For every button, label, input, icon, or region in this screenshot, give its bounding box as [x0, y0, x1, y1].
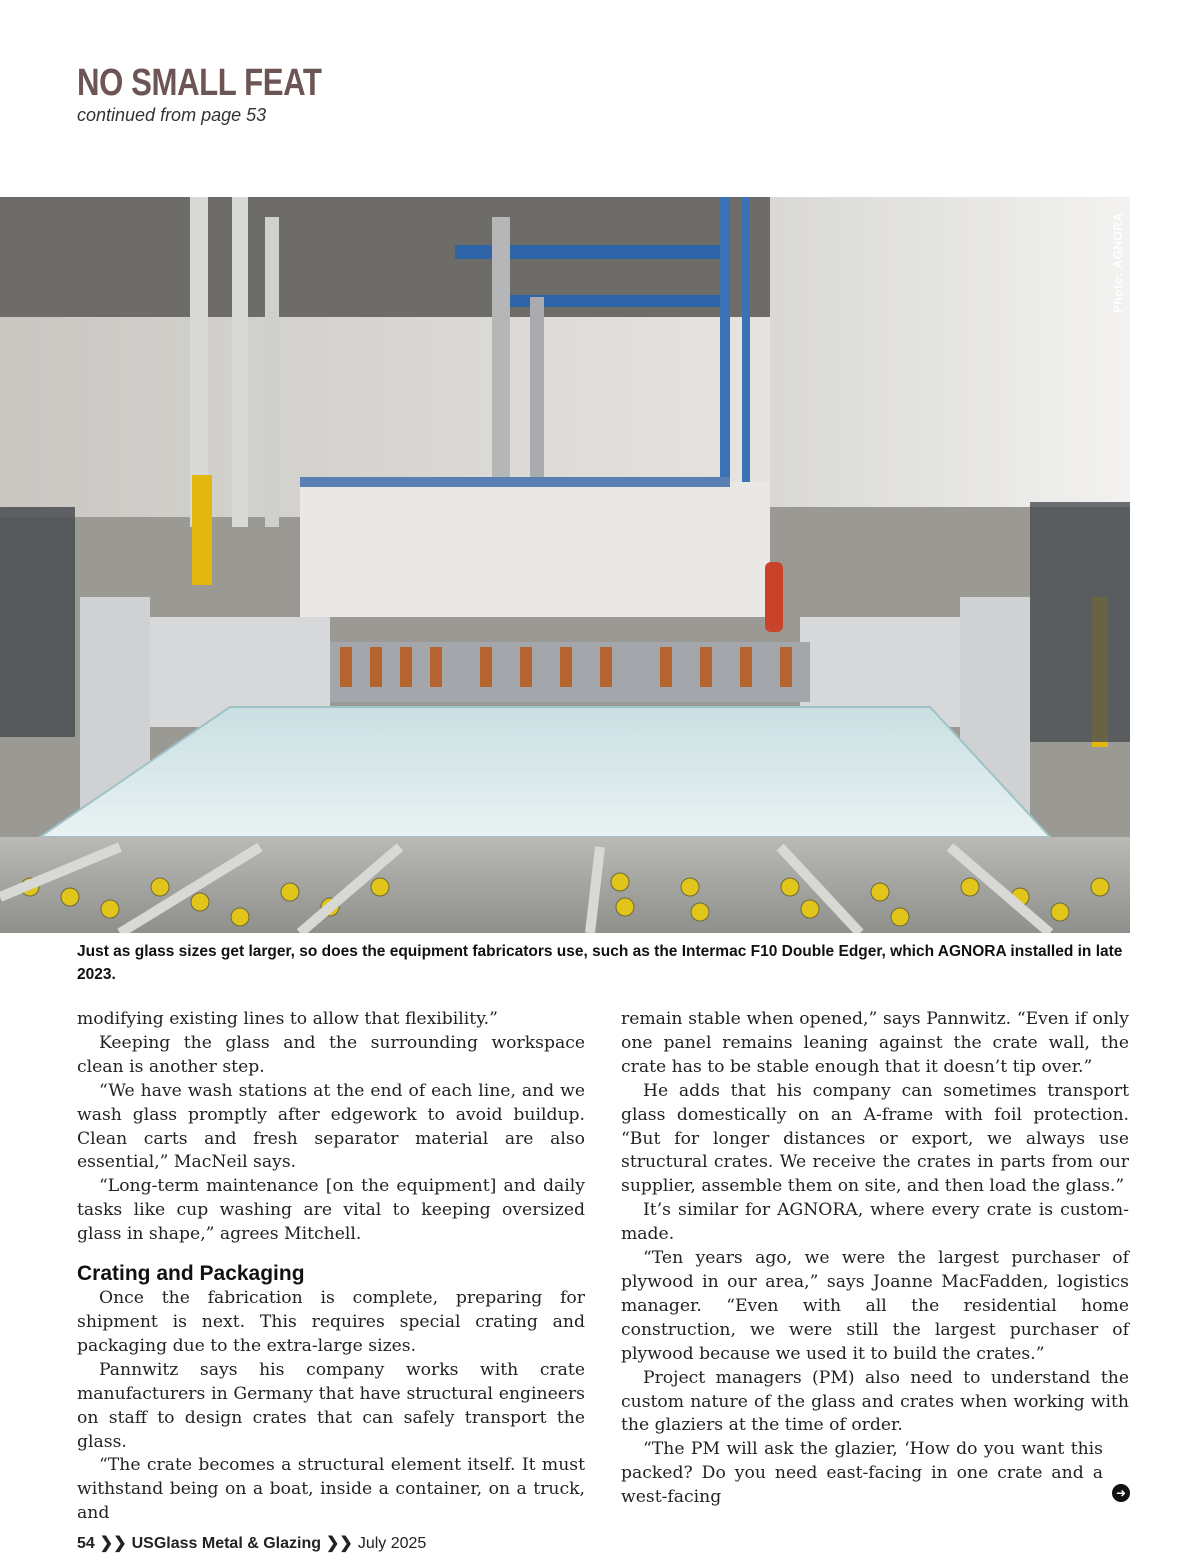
page-title: NO SMALL FEAT [77, 62, 322, 104]
photo-credit: Photo: AGNORA [1111, 212, 1125, 313]
paragraph: Project managers (PM) also need to understand the custom nature of the glass and crates when working with the glaziers at the time of order. [621, 1367, 1129, 1436]
paragraph: Keeping the glass and the surrounding workspace clean is another step. [77, 1032, 585, 1077]
page-number: 54 [77, 1535, 95, 1552]
paragraph: He adds that his company can sometimes transport glass domestically on an A-frame with foil protection. “But for longer distances or export, we always use structural crates. We receive the crates in parts from our supplier, assemble them on site, and then load the glass.” [621, 1080, 1129, 1197]
paragraph: It’s similar for AGNORA, where every crate is custom-made. [621, 1200, 1129, 1245]
paragraph: remain stable when opened,” says Pannwitz. “Even if only one panel remains leaning against the crate wall, the crate has to be stable enough that it doesn’t tip over.” [621, 1009, 1129, 1077]
publication-name: USGlass Metal & Glazing [131, 1535, 321, 1552]
page-footer [77, 1533, 426, 1553]
factory-photo [0, 197, 1130, 933]
paragraph: Once the fabrication is complete, preparing for shipment is next. This requires special crating and packaging due to the extra-large sizes. [77, 1288, 585, 1356]
photo-caption: Just as glass sizes get larger, so does the equipment fabricators use, such as the Intermac F10 Double Edger, which AGNORA installed in late 2023. [77, 943, 1123, 983]
paragraph: modifying existing lines to allow that flexibility.” [77, 1009, 498, 1029]
paragraph: “Ten years ago, we were the largest purchaser of plywood in our area,” says Joanne MacFadden, logistics manager. “Even with all the residential home construction, we were still the largest purchaser of plywood because we used it to build the crates.” [621, 1248, 1129, 1364]
separator-icon: ❯❯ [99, 1535, 127, 1552]
continue-arrow-icon: ➜ [1112, 1484, 1130, 1502]
section-heading: Crating and Packaging [77, 1262, 305, 1286]
issue-date: July 2025 [357, 1535, 427, 1552]
paragraph: “The PM will ask the glazier, ‘How do you want this packed? Do you need east-facing in one crate and a west-facing [621, 1439, 1103, 1508]
paragraph: “Long-term maintenance [on the equipment] and daily tasks like cup washing are vital to keeping oversized glass in shape,” agrees Mitchell. [77, 1176, 585, 1245]
continued-from-note: continued from page 53 [77, 105, 267, 125]
paragraph: Pannwitz says his company works with crate manufacturers in Germany that have structural engineers on staff to design crates that can safely transport the glass. [77, 1359, 585, 1452]
separator-icon: ❯❯ [326, 1535, 353, 1552]
paragraph: “The crate becomes a structural element itself. It must withstand being on a boat, inside a container, on a truck, and [77, 1455, 585, 1524]
left-column [77, 1008, 585, 1526]
right-column [621, 1008, 1129, 1510]
paragraph: “We have wash stations at the end of each line, and we wash glass promptly after edgework to avoid buildup. Clean carts and fresh separator material are also essential,” MacNeil says. [77, 1080, 585, 1173]
